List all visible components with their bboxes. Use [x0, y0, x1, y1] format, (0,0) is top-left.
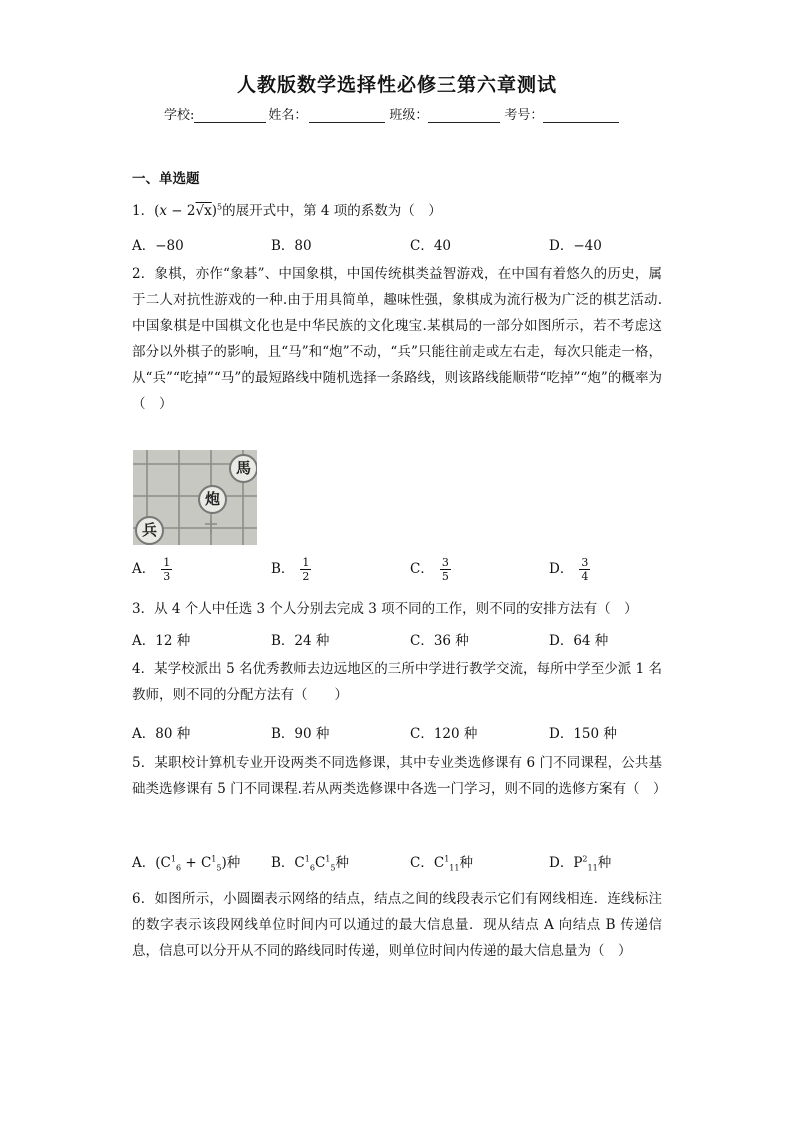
- name-blank: [309, 108, 385, 123]
- q1-expression: $(x - 2√x)^5$: [154, 202, 223, 219]
- student-info-line: [164, 104, 621, 123]
- page-title: 人教版数学选择性必修三第六章测试: [236, 74, 557, 96]
- q3-option-d[interactable]: D．64 种: [549, 633, 609, 649]
- q5-option-d[interactable]: D．$P^2_{11}$种: [549, 854, 612, 873]
- school-blank: [194, 108, 266, 123]
- q2-option-b[interactable]: B． $\frac{1}{2}$: [271, 556, 310, 583]
- q4-option-c[interactable]: C．120 种: [410, 726, 478, 742]
- q5-option-b[interactable]: B．$C^1_6C^1_5$种: [271, 854, 349, 873]
- q4-option-b[interactable]: B．90 种: [271, 726, 330, 742]
- q1-option-a[interactable]: A．−80: [132, 238, 184, 254]
- question-3-text: 3．从 4 个人中任选 3 个人分别去完成 3 项不同的工作，则不同的安排方法有（ ）: [132, 601, 638, 617]
- school-label: 学校:: [164, 108, 195, 123]
- exam-no-label: 考号：: [504, 108, 544, 123]
- q2-option-a[interactable]: A． $\frac{1}{3}$: [132, 556, 171, 583]
- q1-number: 1．: [132, 203, 155, 219]
- q1-option-c[interactable]: C．40: [410, 238, 452, 254]
- q4-option-a[interactable]: A．80 种: [132, 726, 191, 742]
- soldier-piece: 兵: [135, 516, 164, 545]
- q1-option-d[interactable]: D．−40: [549, 238, 602, 254]
- question-6-text: 6．如图所示，小圆圈表示网络的结点，结点之间的线段表示它们有网线相连．连线标注的数字表示该段网线单位时间内可以通过的最大信息量．现从结点 A 向结点 B 传递信息，信息可以分开从不同的路线同时传递，则单位时间内传递的最大信息量为（ ）: [132, 891, 662, 959]
- q1-option-b[interactable]: B．80: [271, 238, 312, 254]
- q5-option-a[interactable]: A．$(C^1_6 + C^1_5)$种: [132, 854, 241, 873]
- horse-piece: 馬: [229, 454, 257, 483]
- cannon-piece: 炮: [198, 485, 227, 514]
- question-1: [132, 199, 442, 219]
- chess-board-figure: [133, 450, 257, 545]
- q3-option-c[interactable]: C．36 种: [410, 633, 469, 649]
- q2-option-c[interactable]: C． $\frac{3}{5}$: [410, 556, 449, 583]
- q4-option-d[interactable]: D．150 种: [549, 726, 617, 742]
- section-heading: 一、单选题: [132, 171, 200, 187]
- q1-text: 的展开式中，第 4 项的系数为（ ）: [222, 203, 442, 219]
- q2-option-d[interactable]: D． $\frac{3}{4}$: [549, 556, 589, 583]
- q3-option-b[interactable]: B．24 种: [271, 633, 330, 649]
- name-label: 姓名：: [268, 108, 308, 123]
- question-5-text: 5．某职校计算机专业开设两类不同选修课，其中专业类选修课有 6 门不同课程，公共基础类选修课有 5 门不同课程.若从两类选修课中各选一门学习，则不同的选修方案有（ ）: [132, 755, 667, 797]
- q5-option-c[interactable]: C．$C^1_{11}$种: [410, 854, 473, 873]
- class-label: 班级：: [389, 108, 429, 123]
- question-2-text: 2．象棋，亦作“象碁”、中国象棋，中国传统棋类益智游戏，在中国有着悠久的历史，属于二人对抗性游戏的一种.由于用具简单，趣味性强，象棋成为流行极为广泛的棋艺活动.中国象棋是中国棋文化也是中华民族的文化瑰宝.某棋局的一部分如图所示，若不考虑这部分以外棋子的影响，且“马”和“炮”不动，“兵”只能往前走或左右走，每次只能走一格，从“兵”“吃掉”“马”的最短路线中随机选择一条路线，则该路线能顺带“吃掉”“炮”的概率为（ ）: [132, 266, 662, 412]
- class-blank: [428, 108, 500, 123]
- q3-option-a[interactable]: A．12 种: [132, 633, 191, 649]
- question-4-text: 4．某学校派出 5 名优秀教师去边远地区的三所中学进行教学交流，每所中学至少派 1 名教师，则不同的分配方法有（ ）: [132, 661, 662, 703]
- exam-no-blank: [543, 108, 619, 123]
